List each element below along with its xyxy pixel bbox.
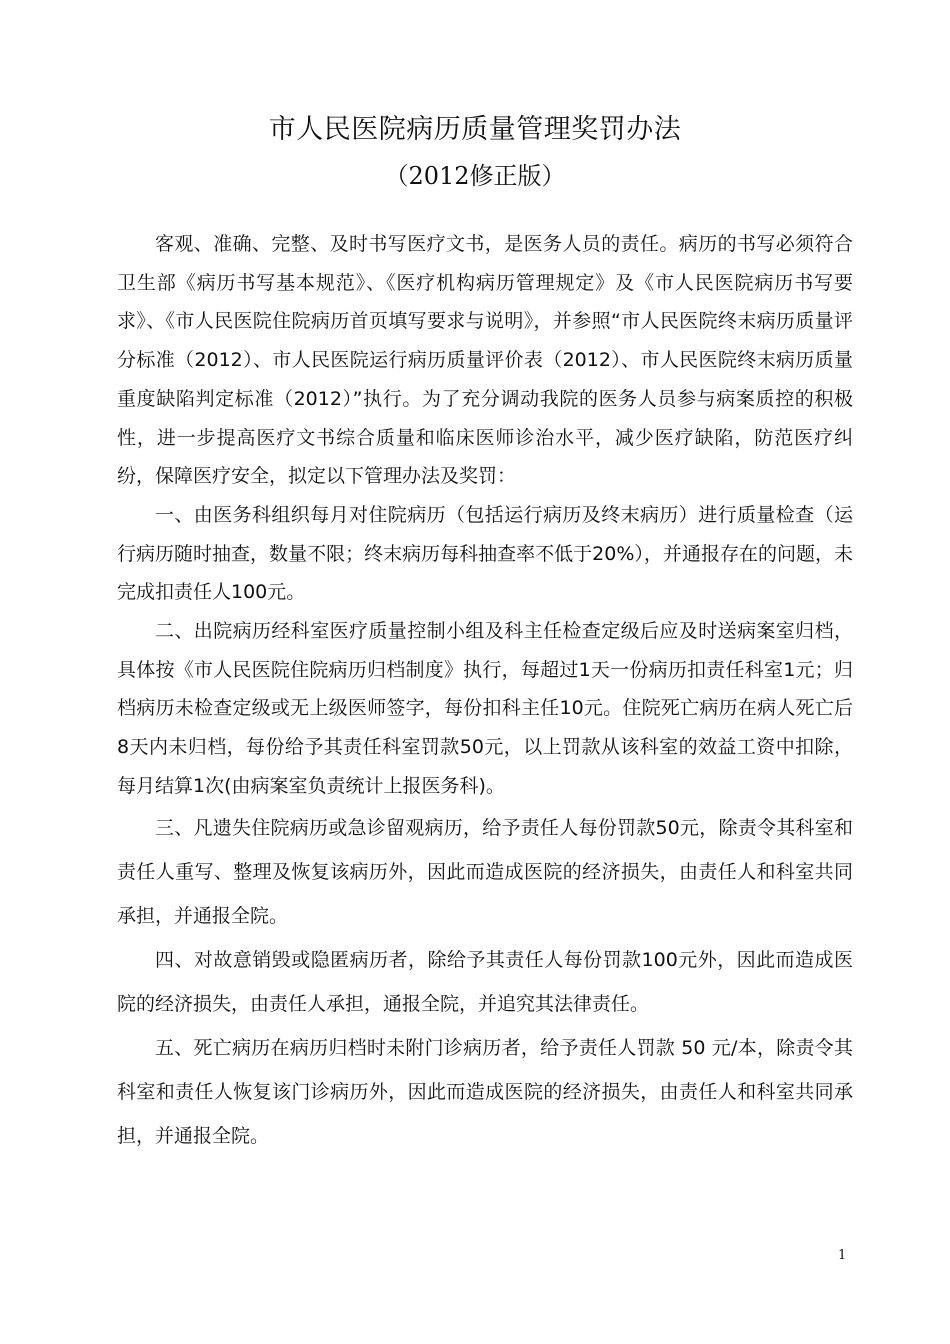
- document-body: [117, 225, 853, 1158]
- page-number: 1: [838, 1248, 847, 1263]
- document-title: 市人民医院病历质量管理奖罚办法: [268, 114, 682, 145]
- paragraph-item-1: 一、由医务科组织每月对住院病历（包括运行病历及终末病历）进行质量检查（运行病历随时抽查，数量不限；终末病历每科抽查率不低于20%），并通报存在的问题，未完成扣责任人100元。: [117, 503, 853, 604]
- document-subtitle: （2012修正版）: [384, 162, 566, 190]
- title-block: [0, 108, 950, 196]
- paragraph-item-3: 三、凡遗失住院病历或急诊留观病历，给予责任人每份罚款50元，除责令其科室和责任人重写、整理及恢复该病历外，因此而造成医院的经济损失，由责任人和科室共同承担，并通报全院。: [117, 816, 853, 927]
- paragraph-item-2: 二、出院病历经科室医疗质量控制小组及科主任检查定级后应及时送病案室归档，具体按《市人民医院住院病历归档制度》执行，每超过1天一份病历扣责任科室1元；归档病历未检查定级或无上级医师签字，每份扣科主任10元。住院死亡病历在病人死亡后8天内未归档，每份给予其责任科室罚款50元，以上罚款从该科室的效益工资中扣除，每月结算1次(由病案室负责统计上报医务科)。: [117, 620, 853, 797]
- paragraph-item-5: 五、死亡病历在病历归档时未附门诊病历者，给予责任人罚款 50 元/本，除责令其科室和责任人恢复该门诊病历外，因此而造成医院的经济损失，由责任人和科室共同承担，并通报全院。: [117, 1036, 853, 1147]
- paragraph-item-4: 四、对故意销毁或隐匿病历者，除给予其责任人每份罚款100元外，因此而造成医院的经济损失，由责任人承担，通报全院，并追究其法律责任。: [117, 948, 853, 1015]
- paragraph-intro: 客观、准确、完整、及时书写医疗文书，是医务人员的责任。病历的书写必须符合卫生部《病历书写基本规范》、《医疗机构病历管理规定》及《市人民医院病历书写要求》、《市人民医院住院病历首页填写要求与说明》，并参照“市人民医院终末病历质量评分标准（2012）、市人民医院运行病历质量评价表（2012）、市人民医院终末病历质量重度缺陷判定标准（2012）”执行。为了充分调动我院的医务人员参与病案质控的积极性，进一步提高医疗文书综合质量和临床医师诊治水平，减少医疗缺陷，防范医疗纠纷，保障医疗安全，拟定以下管理办法及奖罚：: [117, 233, 853, 488]
